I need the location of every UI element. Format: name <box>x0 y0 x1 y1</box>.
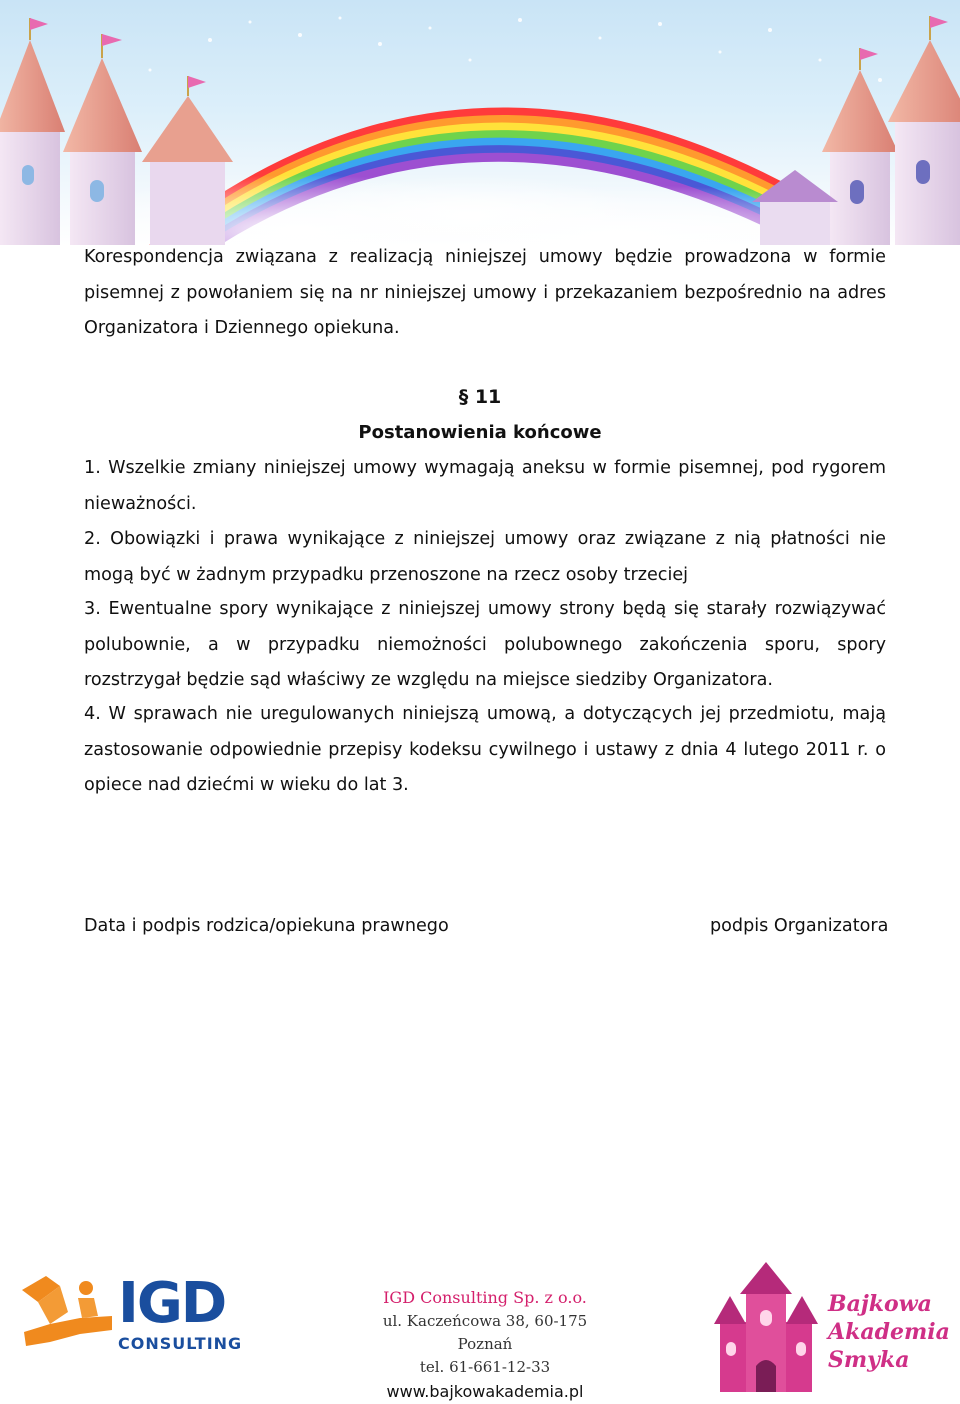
intro-paragraph: Korespondencja związana z realizacją niniejszej umowy będzie prowadzona w formie pisemnej z powołaniem się na nr niniejszej umowy i przekazaniem bezpośrednio na adres Organizatora i Dziennego opiekuna. <box>84 247 886 338</box>
header-banner <box>0 0 960 245</box>
bajkowa-akademia-logo <box>828 1290 948 1374</box>
signature-organizer-label: podpis Organizatora <box>710 916 889 936</box>
company-info <box>357 1286 613 1404</box>
rainbow-castle-banner-icon <box>0 0 960 245</box>
bajkowa-line-3: Smyka <box>828 1347 910 1373</box>
company-address: ul. Kaczeńcowa 38, 60-175 Poznań <box>382 1312 588 1353</box>
igd-logo-word: IGD <box>118 1271 226 1336</box>
bajkowa-line-2: Akademia <box>828 1319 950 1345</box>
clause-2: 2. Obowiązki i prawa wynikające z niniejszej umowy oraz związane z nią płatności nie mogą być w żadnym przypadku przenoszone na rzecz osoby trzeciej <box>84 529 886 585</box>
bajkowa-line-1: Bajkowa <box>828 1291 932 1317</box>
section-number: § 11 <box>458 386 502 408</box>
company-name: IGD Consulting Sp. z o.o. <box>383 1288 587 1307</box>
pink-castle-icon <box>706 1262 826 1394</box>
footer <box>0 1250 960 1401</box>
company-website[interactable]: www.bajkowakademia.pl <box>386 1382 584 1401</box>
signature-parent-label: Data i podpis rodzica/opiekuna prawnego <box>84 916 449 936</box>
company-phone: tel. 61-661-12-33 <box>419 1358 551 1376</box>
igd-consulting-logo-icon <box>20 1272 116 1350</box>
section-title: Postanowienia końcowe <box>358 422 602 443</box>
igd-logo-sub: CONSULTING <box>118 1334 243 1353</box>
clause-4: 4. W sprawach nie uregulowanych niniejszą umową, a dotyczących jej przedmiotu, mają zastosowanie odpowiednie przepisy kodeksu cywilnego i ustawy z dnia 4 lutego 2011 r. o opiece nad dziećmi w wieku do lat 3. <box>84 704 886 795</box>
clause-3: 3. Ewentualne spory wynikające z niniejszej umowy strony będą się starały rozwiązywać polubownie, a w przypadku niemożności polubownego zakończenia sporu, spory rozstrzygał będzie sąd właściwy ze względu na miejsce siedziby Organizatora. <box>84 599 886 690</box>
clause-1: 1. Wszelkie zmiany niniejszej umowy wymagają aneksu w formie pisemnej, pod rygorem nieważności. <box>84 458 886 514</box>
